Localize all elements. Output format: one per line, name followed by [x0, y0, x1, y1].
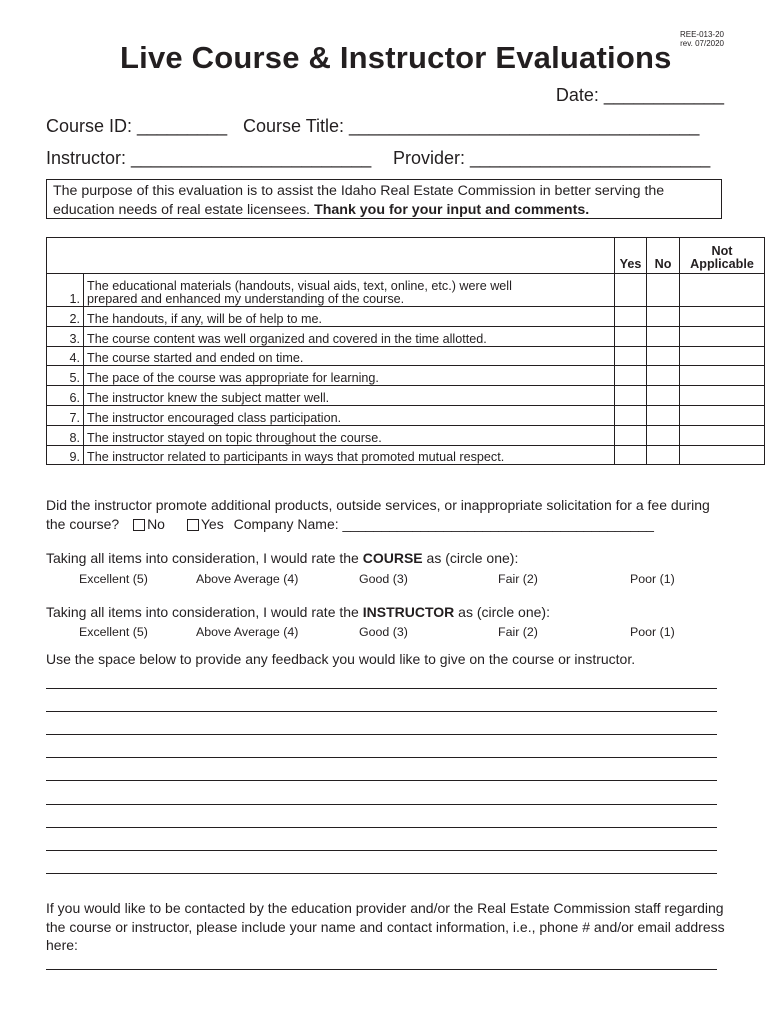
header-not-applicable: [680, 238, 765, 274]
table-row: [47, 366, 765, 386]
course-rating-poor[interactable]: Poor (1): [630, 572, 675, 586]
table-row: [47, 274, 765, 307]
feedback-line[interactable]: [46, 804, 717, 805]
row-question: The handouts, if any, will be of help to me.: [84, 307, 615, 327]
answer-na-cell[interactable]: [680, 445, 765, 465]
header-na-line2: Applicable: [690, 257, 754, 271]
row-number: 8.: [47, 425, 84, 445]
table-row: [47, 386, 765, 406]
course-rating-above-average[interactable]: Above Average (4): [196, 572, 299, 586]
row-question: The instructor related to participants in ways that promoted mutual respect.: [84, 445, 615, 465]
row-number: 2.: [47, 307, 84, 327]
answer-no-cell[interactable]: [647, 274, 680, 307]
purpose-thanks: Thank you for your input and comments.: [314, 202, 590, 218]
yes-checkbox[interactable]: [187, 519, 199, 531]
course-rating-prompt: [46, 550, 518, 566]
course-rating-prefix: Taking all items into consideration, I would rate the: [46, 550, 363, 566]
answer-na-cell[interactable]: [680, 405, 765, 425]
course-title-field[interactable]: Course Title: ___________________________________: [243, 116, 700, 136]
header-yes: Yes: [615, 238, 647, 274]
feedback-line[interactable]: [46, 873, 717, 874]
header-na-line1: Not: [711, 244, 733, 258]
provider-field[interactable]: Provider: ________________________: [393, 148, 711, 168]
row-question: The instructor knew the subject matter well.: [84, 386, 615, 406]
row-question: The course content was well organized and covered in the time allotted.: [84, 326, 615, 346]
no-checkbox-label: No: [147, 516, 165, 532]
evaluation-table: [46, 237, 765, 465]
instructor-rating-prompt: [46, 604, 550, 620]
instructor-rating-fair[interactable]: Fair (2): [498, 625, 538, 639]
row-question: The course started and ended on time.: [84, 346, 615, 366]
course-rating-subject: COURSE: [362, 550, 423, 566]
contact-info-line[interactable]: [46, 969, 717, 970]
row-number: 9.: [47, 445, 84, 465]
feedback-line[interactable]: [46, 688, 717, 689]
company-name-field[interactable]: Company Name: ________________________________________: [233, 516, 654, 532]
course-rating-excellent[interactable]: Excellent (5): [79, 572, 148, 586]
row-number: 3.: [47, 326, 84, 346]
row-number: 7.: [47, 405, 84, 425]
row-question-line1: The educational materials (handouts, visual aids, text, online, etc.) were well: [87, 279, 512, 293]
row-number: 4.: [47, 346, 84, 366]
answer-no-cell[interactable]: [647, 326, 680, 346]
answer-yes-cell[interactable]: [615, 425, 647, 445]
answer-no-cell[interactable]: [647, 307, 680, 327]
form-revision: rev. 07/2020: [680, 39, 724, 48]
feedback-line[interactable]: [46, 734, 717, 735]
form-code-block: [680, 30, 724, 48]
answer-no-cell[interactable]: [647, 425, 680, 445]
answer-yes-cell[interactable]: [615, 274, 647, 307]
instructor-rating-prefix: Taking all items into consideration, I would rate the: [46, 604, 363, 620]
date-field[interactable]: Date: ____________: [555, 85, 724, 105]
feedback-prompt: Use the space below to provide any feedback you would like to give on the course or instructor.: [46, 651, 636, 667]
table-row: [47, 307, 765, 327]
course-rating-suffix: as (circle one):: [422, 550, 519, 566]
answer-yes-cell[interactable]: [615, 445, 647, 465]
table-row: [47, 405, 765, 425]
table-row: [47, 346, 765, 366]
table-row: [47, 326, 765, 346]
row-number: 6.: [47, 386, 84, 406]
row-question: The instructor encouraged class participation.: [84, 405, 615, 425]
feedback-line[interactable]: [46, 850, 717, 851]
answer-no-cell[interactable]: [647, 405, 680, 425]
instructor-rating-subject: INSTRUCTOR: [362, 604, 455, 620]
answer-yes-cell[interactable]: [615, 346, 647, 366]
answer-no-cell[interactable]: [647, 386, 680, 406]
form-code: REE-013-20: [679, 30, 724, 39]
course-id-field[interactable]: Course ID: _________: [46, 116, 228, 136]
table-header-row: [47, 238, 765, 274]
instructor-rating-suffix: as (circle one):: [454, 604, 550, 620]
header-no: No: [647, 238, 680, 274]
answer-yes-cell[interactable]: [615, 405, 647, 425]
table-row: [47, 445, 765, 465]
instructor-rating-poor[interactable]: Poor (1): [630, 625, 675, 639]
answer-na-cell[interactable]: [680, 274, 765, 307]
instructor-field[interactable]: Instructor: ________________________: [46, 148, 372, 168]
row-question: The instructor stayed on topic throughout the course.: [84, 425, 615, 445]
header-blank: [47, 238, 615, 274]
solicitation-answer-line: [46, 516, 654, 532]
answer-na-cell[interactable]: [680, 386, 765, 406]
purpose-box: [46, 179, 722, 219]
answer-yes-cell[interactable]: [615, 307, 647, 327]
page-title: Live Course & Instructor Evaluations: [120, 40, 672, 75]
answer-no-cell[interactable]: [647, 366, 680, 386]
no-checkbox[interactable]: [133, 519, 145, 531]
purpose-text: The purpose of this evaluation is to assist the Idaho Real Estate Commission in better serving the education needs of real estate licensees.: [53, 183, 665, 218]
course-rating-good[interactable]: Good (3): [359, 572, 408, 586]
answer-yes-cell[interactable]: [615, 366, 647, 386]
instructor-rating-above-average[interactable]: Above Average (4): [196, 625, 299, 639]
contact-instructions: If you would like to be contacted by the education provider and/or the Real Estate Commission staff regarding the course or instructor, please include your name and contact information, i.e., phone # and/or email address here:: [46, 900, 725, 953]
answer-yes-cell[interactable]: [615, 386, 647, 406]
answer-na-cell[interactable]: [680, 326, 765, 346]
instructor-rating-excellent[interactable]: Excellent (5): [79, 625, 148, 639]
answer-na-cell[interactable]: [680, 346, 765, 366]
answer-no-cell[interactable]: [647, 346, 680, 366]
feedback-line[interactable]: [46, 757, 717, 758]
row-question: The pace of the course was appropriate for learning.: [84, 366, 615, 386]
solicitation-question-end: the course?: [46, 516, 120, 532]
answer-na-cell[interactable]: [680, 366, 765, 386]
feedback-line[interactable]: [46, 711, 717, 712]
row-question-line2: prepared and enhanced my understanding of the course.: [87, 292, 405, 306]
answer-na-cell[interactable]: [680, 425, 765, 445]
feedback-line[interactable]: [46, 780, 717, 781]
answer-yes-cell[interactable]: [615, 326, 647, 346]
feedback-line[interactable]: [46, 827, 717, 828]
solicitation-question: Did the instructor promote additional products, outside services, or inappropriate solicitation for a fee during: [46, 497, 710, 513]
table-row: [47, 425, 765, 445]
answer-na-cell[interactable]: [680, 307, 765, 327]
answer-no-cell[interactable]: [647, 445, 680, 465]
yes-checkbox-label: Yes: [200, 516, 224, 532]
course-rating-fair[interactable]: Fair (2): [498, 572, 538, 586]
row-question: [84, 274, 615, 307]
row-number: 5.: [47, 366, 84, 386]
instructor-rating-good[interactable]: Good (3): [359, 625, 408, 639]
row-number: 1.: [47, 274, 84, 307]
